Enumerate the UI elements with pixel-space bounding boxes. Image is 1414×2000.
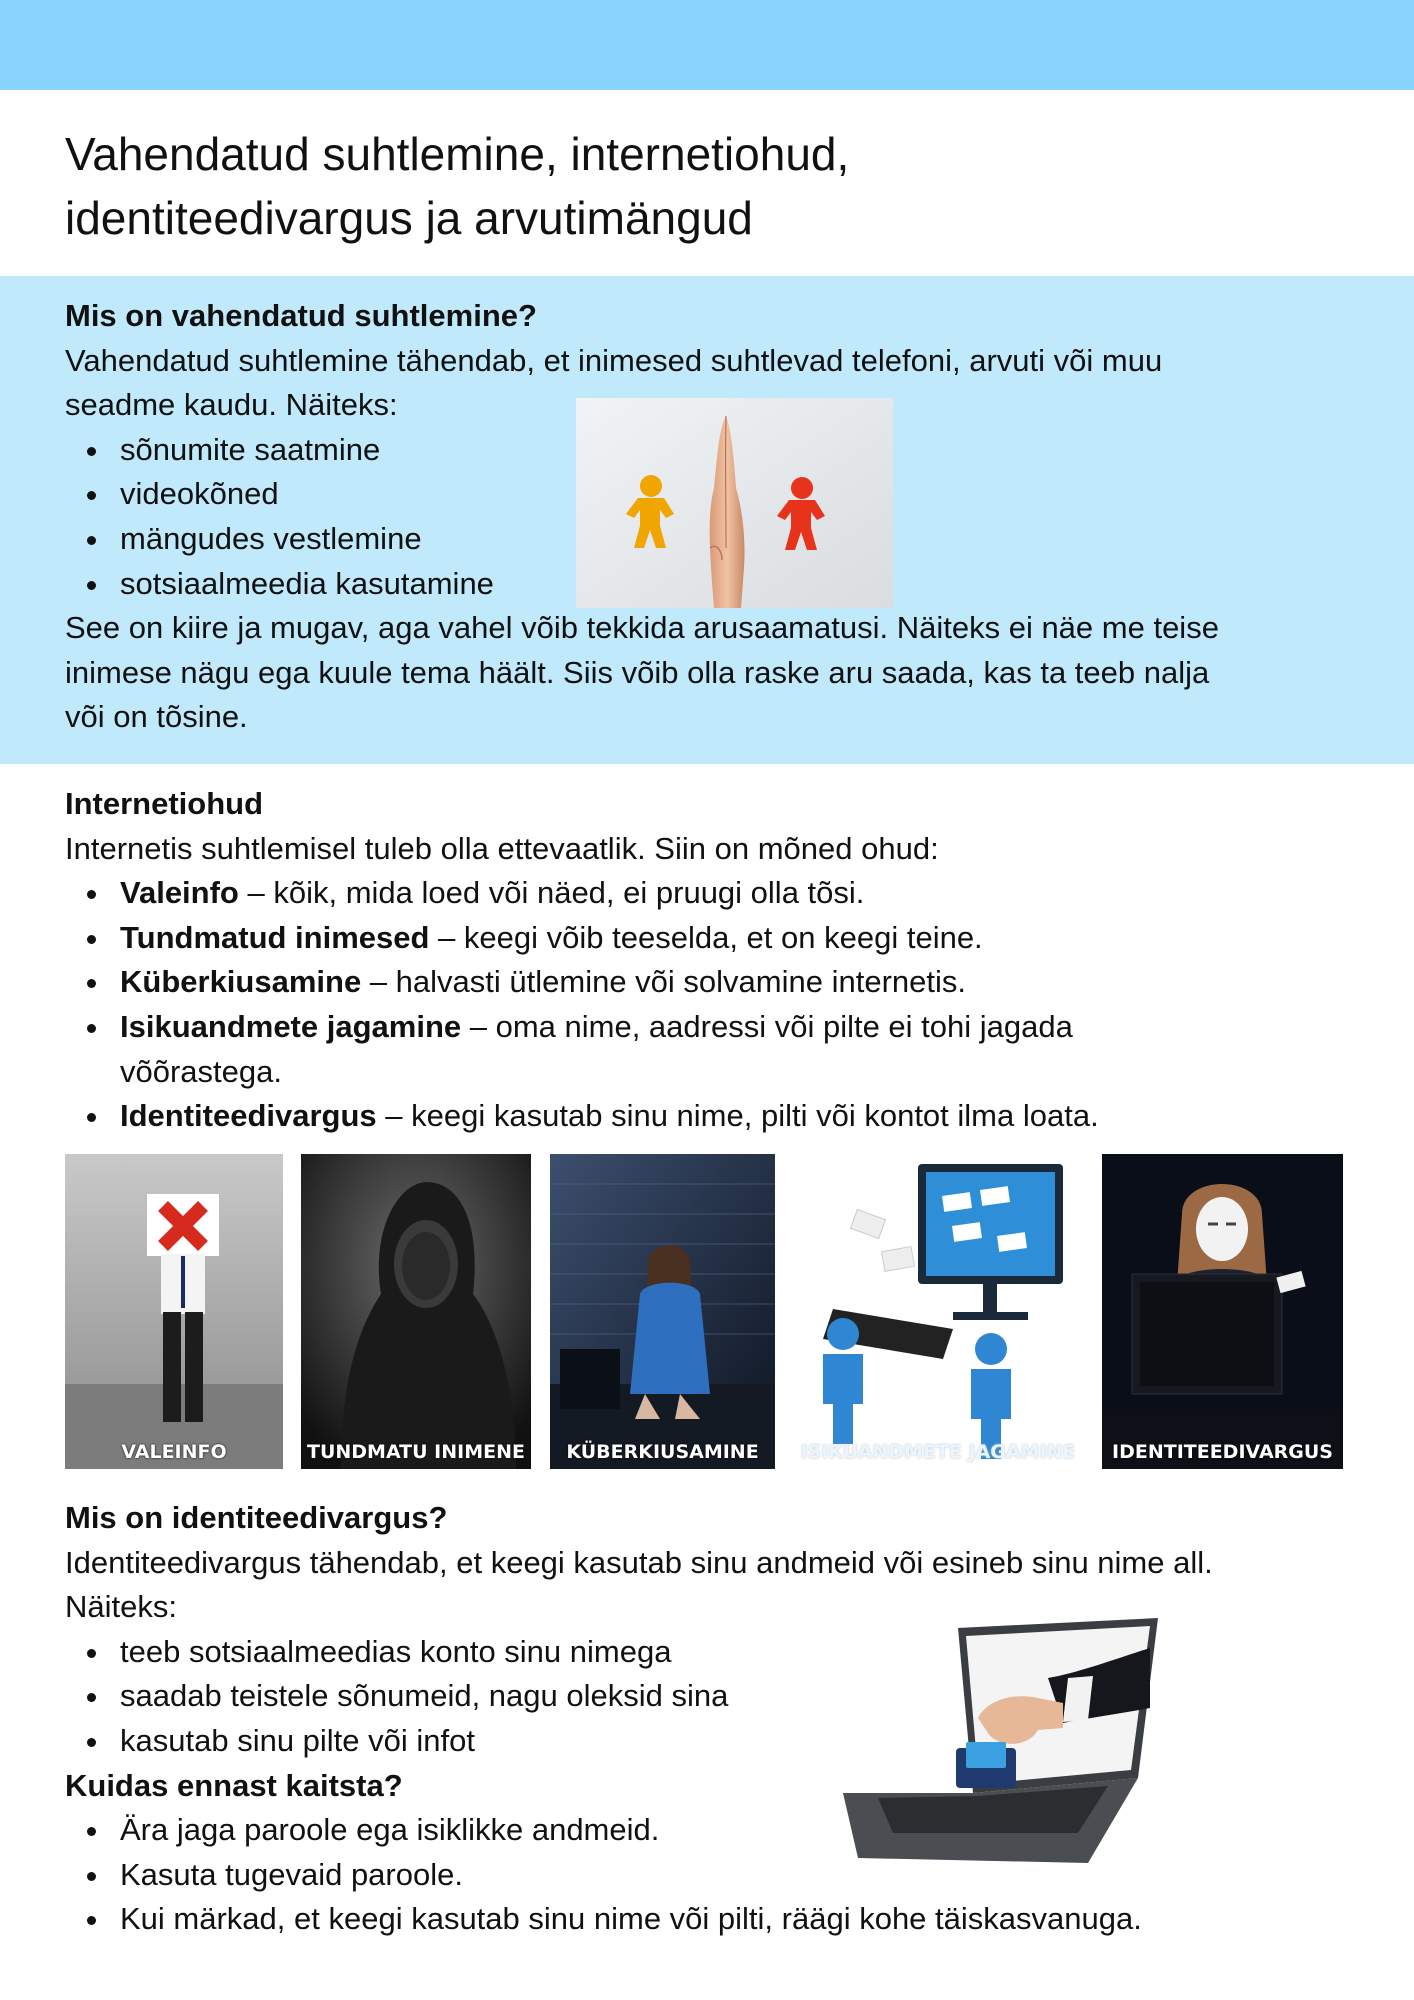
- page-title: [65, 122, 1365, 250]
- list-item: Kui märkad, et keegi kasutab sinu nime või pilti, räägi kohe täiskasvanuga.: [65, 1897, 1365, 1942]
- list-item: Ära jaga paroole ega isiklikke andmeid.: [65, 1808, 1365, 1853]
- term: Valeinfo: [120, 875, 239, 911]
- section-identity-theft: [65, 1496, 1365, 1942]
- list-item: mängudes vestlemine: [65, 517, 1365, 562]
- tile-kuberkiusamine: [550, 1154, 775, 1469]
- section-intro-line: seadme kaudu. Näiteks:: [65, 387, 398, 423]
- top-color-bar: [0, 0, 1414, 90]
- list-item: sõnumite saatmine: [65, 428, 1365, 473]
- section-heading: Internetiohud: [65, 786, 264, 821]
- section-heading: Mis on identiteedivargus?: [65, 1500, 448, 1535]
- list-item: teeb sotsiaalmeedias konto sinu nimega: [65, 1630, 1365, 1675]
- tile-tundmatu-inimene: [301, 1154, 531, 1469]
- title-line-2: identiteedivargus ja arvutimängud: [65, 192, 753, 244]
- section-intro-line: Näiteks:: [65, 1589, 177, 1625]
- list-item: [65, 1094, 1325, 1139]
- tile-valeinfo: [65, 1154, 283, 1469]
- term: Küberkiusamine: [120, 964, 362, 1000]
- examples-list: [65, 1630, 1365, 1764]
- section-outro-line: või on tõsine.: [65, 699, 248, 735]
- section-outro-line: See on kiire ja mugav, aga vahel võib tekkida arusaamatusi. Näiteks ei näe me teise: [65, 610, 1219, 646]
- term: Isikuandmete jagamine: [120, 1008, 462, 1044]
- tile-label: TUNDMATU INIMENE: [306, 1441, 525, 1463]
- term: Identiteedivargus: [120, 1098, 377, 1134]
- list-item: kasutab sinu pilte või infot: [65, 1719, 1365, 1764]
- term-description: – halvasti ütlemine või solvamine internetis.: [361, 964, 966, 1000]
- term-description: – kõik, mida loed või näed, ei pruugi olla tõsi.: [238, 875, 865, 911]
- list-item: [65, 871, 1325, 916]
- section-heading: Mis on vahendatud suhtlemine?: [65, 298, 537, 333]
- list-item: saadab teistele sõnumeid, nagu oleksid sina: [65, 1674, 1365, 1719]
- list-item: [65, 960, 1325, 1005]
- section-intro-line: Vahendatud suhtlemine tähendab, et inimesed suhtlevad telefoni, arvuti või muu: [65, 342, 1163, 378]
- list-item: [65, 1005, 1235, 1094]
- section-intro-line: Identiteedivargus tähendab, et keegi kasutab sinu andmeid või esineb sinu nime all.: [65, 1544, 1213, 1580]
- term: Tundmatud inimesed: [120, 919, 430, 955]
- tile-label: IDENTITEEDIVARGUS: [1112, 1441, 1333, 1463]
- section-internet-dangers: [65, 782, 1325, 1139]
- tile-label: ISIKUANDMETE JAGAMINE: [800, 1441, 1076, 1463]
- list-item: [65, 916, 1325, 961]
- laptop-card-theft-photo: [838, 1618, 1158, 1873]
- term-description: – keegi kasutab sinu nime, pilti või kontot ilma loata.: [376, 1098, 1099, 1134]
- protection-list: [65, 1808, 1365, 1942]
- tile-isikuandmete-jagamine: [793, 1154, 1083, 1469]
- section-intro: Internetis suhtlemisel tuleb olla ettevaatlik. Siin on mõned ohud:: [65, 830, 939, 866]
- dangers-list: [65, 871, 1325, 1139]
- section-outro-line: inimese nägu ega kuule tema häält. Siis võib olla raske aru saada, kas ta teeb nalja: [65, 654, 1210, 690]
- tile-label: KÜBERKIUSAMINE: [566, 1441, 759, 1463]
- list-item: Kasuta tugevaid paroole.: [65, 1853, 1365, 1898]
- term-description: – oma nime, aadressi või pilte ei tohi jagada võõrastega.: [120, 1008, 1073, 1089]
- hand-between-figures-photo: [576, 398, 893, 608]
- tile-identiteedivargus: [1102, 1154, 1343, 1469]
- tile-label: VALEINFO: [121, 1441, 227, 1463]
- section-heading: Kuidas ennast kaitsta?: [65, 1767, 403, 1803]
- term-description: – keegi võib teeselda, et on keegi teine.: [429, 919, 983, 955]
- list-item: sotsiaalmeedia kasutamine: [65, 562, 1365, 607]
- list-item: videokõned: [65, 472, 1365, 517]
- title-line-1: Vahendatud suhtlemine, internetiohud,: [65, 128, 850, 180]
